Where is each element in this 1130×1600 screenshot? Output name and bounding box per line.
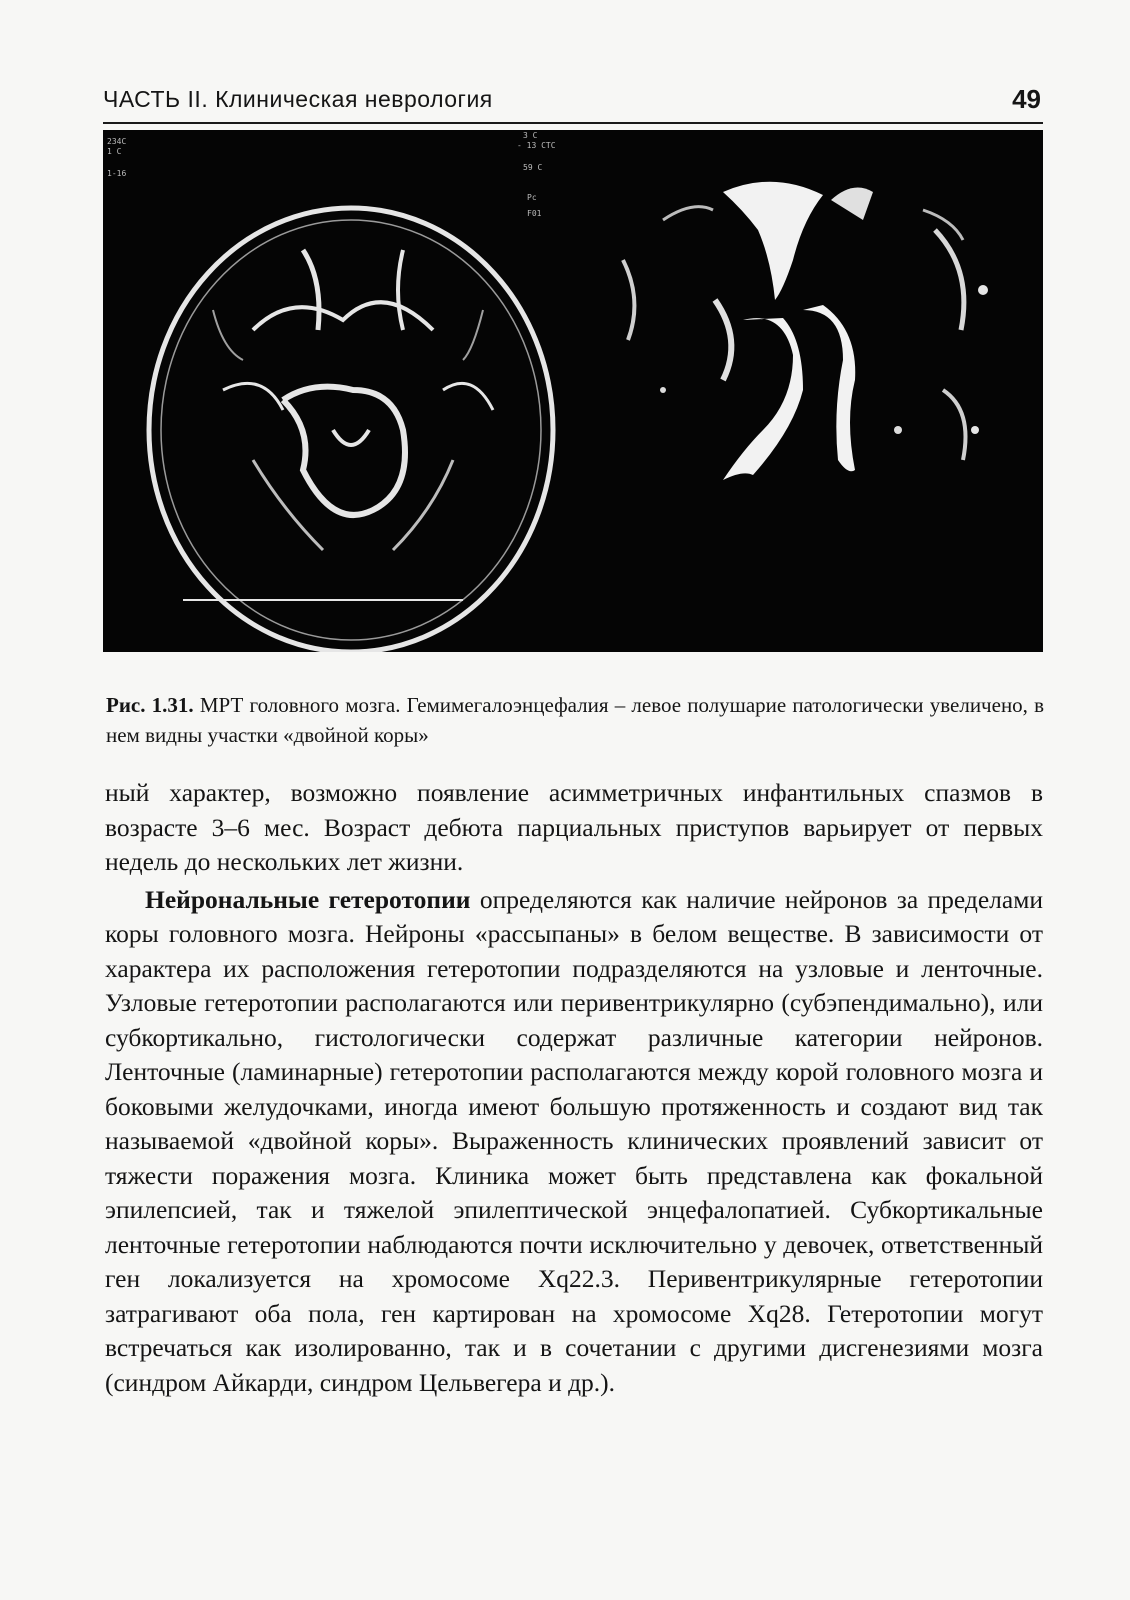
svg-text:3 C: 3 C: [523, 131, 538, 140]
svg-text:- 13 CTC: - 13 CTC: [517, 141, 556, 150]
svg-text:F01: F01: [527, 209, 542, 218]
running-header: [103, 86, 1043, 124]
paragraph-2-term: Нейрональные гетеротопии: [145, 884, 471, 914]
paragraph-1: ный характер, возможно появление асимметричных инфантильных спазмов в возрасте 3–6 мес. Возраст дебюта парциальных приступов варьирует от первых недель до нескольких лет жизни.: [105, 778, 1043, 876]
figure-caption: [106, 690, 1044, 750]
running-title: ЧАСТЬ II. Клиническая неврология: [103, 86, 493, 112]
paragraph-2-text: определяются как наличие нейронов за пределами коры головного мозга. Нейроны «рассыпаны» в белом веществе. В зависимости от характера их расположения гетеротопии подразделяются на узловые и ленточные. Узловые гетеротопии располагаются или перивентрикулярно (субэпендимально), или субкортикально, гистологически содержат различные категории нейронов. Ленточные (ламинарные) гетеротопии располагаются между корой головного мозга и боковыми желудочками, иногда имеют большую протяженность и создают вид так называемой «двойной коры». Выраженность клинических проявлений зависит от тяжести поражения мозга. Клиника может быть представлена как фокальной эпилепсией, так и тяжелой эпилептической энцефалопатией. Субкортикальные ленточные гетеротопии наблюдаются почти исключительно у девочек, ответственный ген локализуется на хромосоме Xq22.3. Перивентрикулярные гетеротопии затрагивают оба пола, ген картирован на хромосоме Xq28. Гетеротопии могут встречаться как изолированно, так и в сочетании с другими дисгенезиями мозга (синдром Айкарди, синдром Цельвегера и др.).: [105, 884, 1043, 1397]
figure-caption-label: Рис. 1.31.: [106, 693, 194, 717]
svg-text:234C: 234C: [107, 137, 127, 146]
body-text: [105, 776, 1043, 1400]
svg-text:1-16: 1-16: [107, 169, 127, 178]
figure-caption-text: МРТ головного мозга. Гемимегалоэнцефалия – левое полушарие патологически увеличено, в нем видны участки «двойной коры»: [106, 693, 1045, 747]
svg-text:1 C: 1 C: [107, 147, 122, 156]
mri-scans-image: [103, 130, 1043, 652]
paragraph-2: [105, 883, 1043, 1401]
svg-text:59 C: 59 C: [523, 163, 543, 172]
svg-text:Pc: Pc: [527, 193, 537, 202]
page-number: 49: [1012, 84, 1041, 114]
mri-figure: [103, 130, 1043, 652]
